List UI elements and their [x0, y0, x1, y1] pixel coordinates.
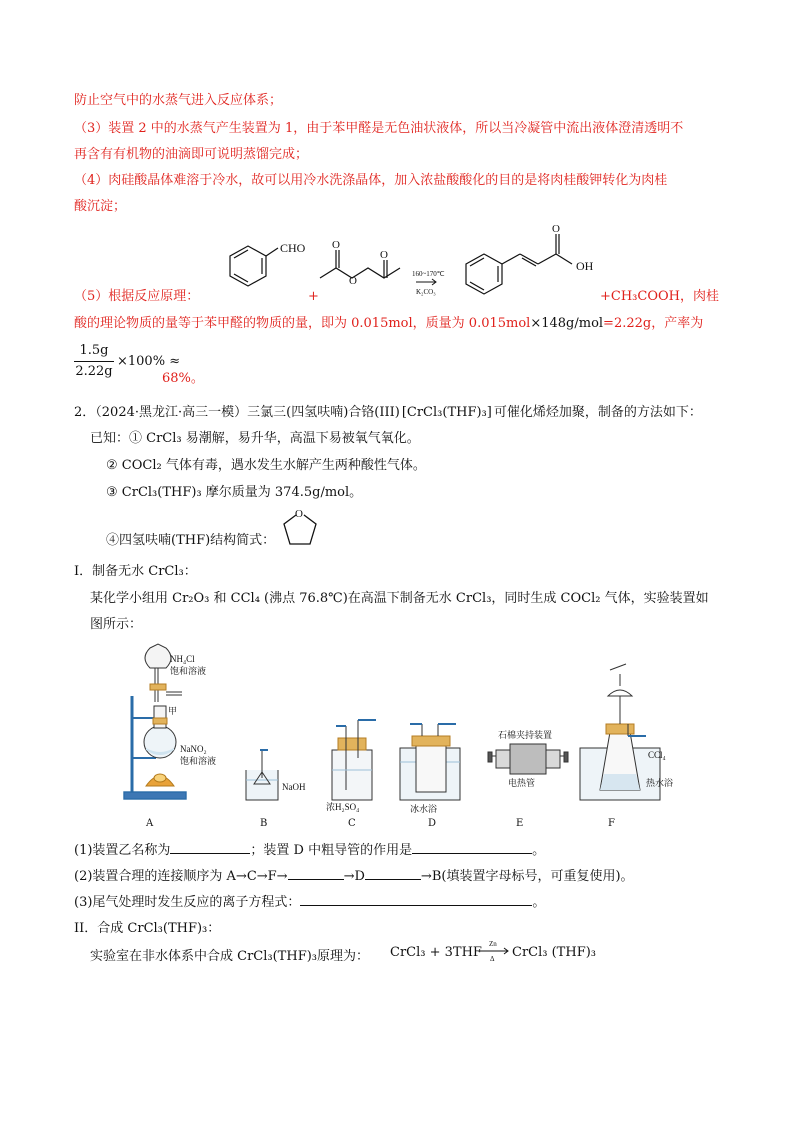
- oh-label: OH: [576, 259, 594, 273]
- known-1: 已知：① CrCl₃ 易潮解，易升华，高温下易被氧气氧化。: [90, 431, 420, 446]
- answer-line-6-prefix: （5）根据反应原理：: [74, 289, 200, 304]
- letter-d: D: [428, 818, 437, 829]
- condition-top: 160~170℃: [412, 270, 445, 278]
- answer-line-3: 再含有有机物的油滴即可说明蒸馏完成；: [74, 147, 309, 162]
- o-label-2: O: [380, 249, 388, 261]
- sub1-blank-1[interactable]: [170, 853, 250, 854]
- eq-left: CrCl₃ + 3THF: [390, 945, 482, 960]
- apparatus-c: [332, 720, 376, 800]
- f-label-2: 热水浴: [646, 778, 674, 788]
- answer-line-7c: =2.22g，产率为: [603, 316, 704, 331]
- letter-a: A: [146, 818, 154, 829]
- intro-line-2: 图所示：: [90, 617, 143, 632]
- c-label: 浓H₂SO₄: [326, 802, 360, 812]
- sub1-c: 。: [532, 843, 546, 858]
- known-3: ③ CrCl₃(THF)₃ 摩尔质量为 374.5g/mol。: [106, 485, 363, 500]
- letter-f: F: [608, 818, 615, 829]
- a-label-4: 饱和溶液: [180, 756, 217, 766]
- q2-head-tail: 可催化烯烃加聚，制备的方法如下：: [493, 405, 702, 420]
- eq-catalyst: Zn: [489, 940, 497, 948]
- a-label-3: NaNO₂: [180, 744, 207, 754]
- a-label-2: 饱和溶液: [170, 666, 207, 676]
- sub2-a: (2)装置合理的连接顺序为 A→C→F→: [74, 869, 288, 884]
- fraction-tail: ×100% ≈: [117, 354, 181, 369]
- cho-label: CHO: [280, 241, 306, 255]
- q2-formula: [CrCl₃(THF)₃]: [401, 405, 492, 420]
- sub3-a: (3)尾气处理时发生反应的离子方程式：: [74, 895, 301, 910]
- answer-line-5: 酸沉淀；: [74, 199, 127, 214]
- sub1-a: (1)装置乙名称为: [74, 843, 171, 858]
- known-4: ④四氢呋喃(THF)结构简式：: [106, 533, 276, 548]
- condition-bottom: K₂CO₃: [416, 288, 436, 296]
- apparatus-d: [400, 724, 460, 800]
- benzaldehyde-structure: [230, 246, 278, 286]
- sub2-blank-2[interactable]: [365, 879, 421, 880]
- answer-line-1: 防止空气中的水蒸气进入反应体系；: [74, 93, 283, 108]
- sub2-b: →D: [343, 869, 365, 884]
- a-label-jia: 甲: [168, 706, 178, 716]
- f-label-1: CCl₄: [648, 750, 666, 760]
- letter-b: B: [260, 818, 268, 829]
- o-label-3: O: [349, 275, 357, 287]
- sub2-c: →B(填装置字母标号，可重复使用)。: [420, 869, 634, 884]
- sub2-blank-1[interactable]: [288, 879, 344, 880]
- synth-intro: 实验室在非水体系中合成 CrCl₃(THF)₃原理为：: [90, 949, 369, 964]
- e-label-2: 电热管: [508, 778, 536, 788]
- intro-line-1: 某化学小组用 Cr₂O₃ 和 CCl₄ (沸点 76.8℃)在高温下制备无水 CrCl₃，同时生成 COCl₂ 气体，实验装置如: [90, 591, 709, 606]
- reaction-scheme: [200, 218, 620, 304]
- known-2: ② COCl₂ 气体有毒，遇水发生水解产生两种酸性气体。: [106, 458, 426, 473]
- thf-o-label: O: [295, 508, 303, 520]
- part2-title: II．合成 CrCl₃(THF)₃：: [74, 921, 221, 936]
- answer-line-7b: ×148g/mol: [530, 316, 604, 331]
- letter-e: E: [516, 818, 524, 829]
- apparatus-e: [488, 744, 568, 774]
- e-label-1: 石棉夹持装置: [498, 730, 553, 740]
- d-label: 冰水浴: [410, 804, 438, 814]
- apparatus-b: [246, 750, 278, 800]
- apparatus-diagram: [110, 640, 690, 820]
- a-label-1: NH₄Cl: [170, 654, 195, 664]
- part1-title: I．制备无水 CrCl₃：: [74, 564, 197, 579]
- acetic-anhydride-structure: [320, 250, 400, 278]
- answer-line-6-suffix: +CH₃COOH，肉桂: [600, 289, 719, 304]
- b-label: NaOH: [282, 782, 306, 792]
- eq-heat: Δ: [490, 955, 495, 963]
- fraction-bar: [74, 361, 114, 362]
- cinnamic-acid-structure: [466, 234, 572, 294]
- o-label-4: O: [552, 223, 560, 235]
- o-label-1: O: [332, 239, 340, 251]
- plus-sign: +: [308, 289, 319, 304]
- yield-value: 68%。: [162, 371, 204, 386]
- answer-line-7a: 酸的理论物质的量等于苯甲醛的物质的量，即为 0.015mol，质量为 0.015mol: [74, 316, 531, 331]
- fraction-denominator: 2.22g: [75, 364, 113, 379]
- eq-right: CrCl₃ (THF)₃: [512, 945, 596, 960]
- thf-structure: [276, 506, 324, 550]
- q2-head: 2．（2024·黑龙江·高三一模）三氯三(四氢呋喃)合铬(III): [74, 405, 400, 420]
- answer-line-4: （4）肉硅酸晶体难溶于冷水，故可以用冷水洗涤晶体，加入浓盐酸酸化的目的是将肉桂酸钾转化为肉桂: [74, 173, 668, 188]
- sub1-blank-2[interactable]: [412, 853, 532, 854]
- fraction-numerator: 1.5g: [79, 343, 109, 358]
- sub3-blank[interactable]: [300, 905, 532, 906]
- letter-c: C: [348, 818, 356, 829]
- answer-line-2: （3）装置 2 中的水蒸气产生装置为 1，由于苯甲醛是无色油状液体，所以当冷凝管中流出液体澄清透明不: [74, 121, 684, 136]
- sub1-b: ；装置 D 中粗导管的作用是: [250, 843, 413, 858]
- sub3-b: 。: [532, 895, 546, 910]
- reaction-arrow: [476, 938, 512, 964]
